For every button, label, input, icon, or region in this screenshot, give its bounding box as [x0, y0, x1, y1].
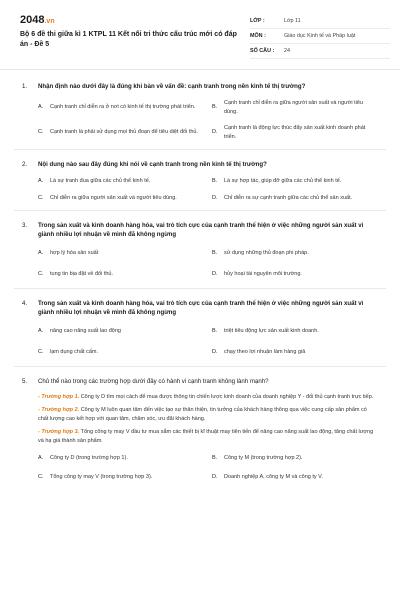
meta-value: Lớp 11	[284, 18, 301, 24]
option-group	[38, 99, 378, 141]
option-text: Chỉ diễn ra sự cạnh tranh giữa các chủ thể sản xuất.	[224, 194, 353, 201]
option-letter: B.	[212, 250, 218, 256]
option-text: Chỉ diễn ra giữa người sản xuất và người tiêu dùng.	[50, 194, 177, 201]
option-letter: D.	[212, 348, 218, 355]
document-meta	[250, 14, 390, 59]
case-label: - Trường hợp 1.	[38, 394, 80, 400]
option-group	[38, 177, 378, 202]
option-group	[38, 454, 378, 481]
question-text: Nội dung nào sau đây đúng khi nói về cạnh tranh trong nền kinh tế thị trường?	[38, 161, 267, 168]
question-text: Trong sản xuất và kinh doanh hàng hóa, vai trò tích cực của cạnh tranh thể hiện ở việc những người sản xuất vì giành nhiều lợi nhuận về mình đã không ngừng	[38, 222, 364, 238]
option-b[interactable]	[212, 177, 378, 186]
option-d[interactable]	[212, 124, 378, 141]
question-3	[0, 211, 400, 278]
option-text: sử dụng những thủ đoạn phi pháp.	[224, 250, 309, 256]
question-2	[0, 150, 400, 202]
question-text: Nhận định nào dưới đây là đúng khi bàn về vấn đề: cạnh tranh trong nền kinh tế thị trường?	[38, 83, 306, 90]
logo-domain: .vn	[44, 18, 55, 25]
case-label: - Trường hợp 3.	[38, 429, 80, 435]
option-text: Cạnh tranh là phải sử dụng mọi thủ đoạn để tiêu diệt đối thủ.	[50, 129, 199, 136]
option-a[interactable]	[38, 249, 204, 258]
option-a[interactable]	[38, 99, 204, 116]
question-text: Chủ thể nào trong các trường hợp dưới đây có hành vi cạnh tranh không lành mạnh?	[38, 378, 269, 385]
option-letter: B.	[212, 455, 218, 461]
option-group	[38, 327, 378, 356]
option-d[interactable]	[212, 194, 378, 203]
option-text: lạm dụng chất cấm.	[50, 348, 98, 355]
option-b[interactable]	[212, 99, 378, 116]
case-3	[38, 428, 378, 446]
option-text: Cạnh tranh là động lực thúc đẩy sản xuất kinh doanh phát triển.	[224, 125, 366, 140]
question-stem	[22, 82, 378, 91]
option-text: triệt tiêu động lực sản xuất kinh doanh.	[224, 328, 319, 334]
document-header	[0, 0, 400, 70]
option-group	[38, 249, 378, 278]
option-d[interactable]	[212, 270, 378, 279]
meta-value: 24	[284, 48, 290, 54]
question-number: 5.	[22, 378, 28, 385]
question-list	[0, 76, 400, 481]
question-text: Trong sản xuất và kinh doanh hàng hóa, vai trò tích cực của cạnh tranh thể hiện ở việc những người sản xuất vì giành nhiều lợi nhuận về mình đã không ngừng	[38, 300, 364, 316]
question-stem	[22, 221, 378, 239]
option-text: Công ty D (trong trường hợp 1).	[50, 455, 128, 461]
option-letter: B.	[212, 104, 218, 111]
question-stem	[22, 160, 378, 169]
document-title: Bộ 6 đề thi giữa kì 1 KTPL 11 Kết nối tri thức cấu trúc mới có đáp án - Đề 5	[20, 31, 237, 48]
logo-number: 2048	[20, 14, 45, 26]
option-text: Là sự tranh đua giữa các chủ thể kinh tế.	[50, 178, 151, 184]
option-letter: D.	[212, 270, 218, 277]
option-c[interactable]	[38, 124, 204, 141]
option-letter: D.	[212, 473, 218, 480]
option-text: tung tin bịa đặt về đối thủ.	[50, 270, 113, 277]
option-text: nâng cao năng suất lao động	[50, 328, 121, 334]
question-number: 2.	[22, 161, 28, 168]
option-b[interactable]	[212, 454, 378, 463]
option-a[interactable]	[38, 177, 204, 186]
option-text: hủy hoại tài nguyên môi trường.	[224, 270, 302, 277]
case-2	[38, 406, 378, 424]
case-1	[38, 393, 378, 402]
option-c[interactable]	[38, 348, 204, 357]
option-a[interactable]	[38, 454, 204, 463]
question-number: 4.	[22, 300, 28, 307]
option-text: chạy theo lợi nhuận làm hàng giả	[224, 348, 306, 355]
question-5	[0, 367, 400, 481]
case-text: Công ty M luôn quan tâm đến việc tạo sự thân thiện, tin tưởng của khách hàng thông qua việc cung cấp sản phẩm có chất lượng cao kết hợp với quan tâm, chăm sóc, ưu đãi khách hàng.	[38, 407, 367, 422]
meta-key: MÔN :	[250, 33, 266, 39]
option-text: Là sự hợp tác, giúp đỡ giữa các chủ thể kinh tế.	[224, 178, 342, 184]
question-4	[0, 289, 400, 356]
option-c[interactable]	[38, 194, 204, 203]
option-letter: A.	[38, 328, 44, 334]
question-number: 3.	[22, 222, 28, 229]
option-letter: C.	[38, 194, 44, 201]
option-letter: A.	[38, 104, 44, 111]
option-letter: D.	[212, 194, 218, 201]
site-logo[interactable]	[20, 14, 55, 26]
meta-row-class	[250, 14, 390, 29]
meta-value: Giáo dục Kinh tế và Pháp luật	[284, 33, 356, 39]
option-b[interactable]	[212, 249, 378, 258]
option-b[interactable]	[212, 327, 378, 336]
option-text: Cạnh tranh chỉ diễn ra giữa người sản xuất và người tiêu dùng.	[224, 100, 364, 115]
option-letter: B.	[212, 328, 218, 334]
option-letter: A.	[38, 178, 44, 184]
option-a[interactable]	[38, 327, 204, 336]
case-text: Tổng công ty may V đầu tư mua sắm các thiết bị kĩ thuật may tiên tiến để nâng cao năng suất lao động, tăng chất lượng và hạ giá thành sản phẩm.	[38, 429, 374, 444]
option-letter: D.	[212, 129, 218, 136]
question-number: 1.	[22, 83, 28, 90]
option-c[interactable]	[38, 473, 204, 482]
option-c[interactable]	[38, 270, 204, 279]
option-letter: A.	[38, 455, 44, 461]
question-stem	[22, 299, 378, 317]
option-letter: A.	[38, 250, 44, 256]
option-text: Doanh nghiệp A, công ty M và công ty V.	[224, 473, 323, 480]
option-letter: C.	[38, 348, 44, 355]
question-1	[0, 76, 400, 141]
option-text: hợp lý hóa sản xuất	[50, 250, 99, 256]
option-d[interactable]	[212, 473, 378, 482]
meta-row-count	[250, 44, 390, 59]
option-letter: C.	[38, 270, 44, 277]
option-text: Công ty M (trong trường hợp 2).	[224, 455, 303, 461]
option-text: Tổng công ty may V (trong trường hợp 3).	[50, 473, 153, 480]
option-letter: C.	[38, 473, 44, 480]
case-text: Công ty D tìm mọi cách để mua được thông tin chiến lược kinh doanh của doanh nghiệp Y - đối thủ cạnh tranh trực tiếp.	[80, 394, 374, 400]
option-letter: B.	[212, 178, 218, 184]
option-letter: C.	[38, 129, 44, 136]
question-stem	[22, 377, 378, 386]
option-text: Cạnh tranh chỉ diễn ra ở nơi có kinh tế thị trường phát triển.	[50, 104, 196, 111]
option-d[interactable]	[212, 348, 378, 357]
meta-row-subject	[250, 29, 390, 44]
meta-key: SỐ CÂU :	[250, 48, 275, 54]
case-label: - Trường hợp 2.	[38, 407, 80, 413]
meta-key: LỚP :	[250, 18, 265, 24]
